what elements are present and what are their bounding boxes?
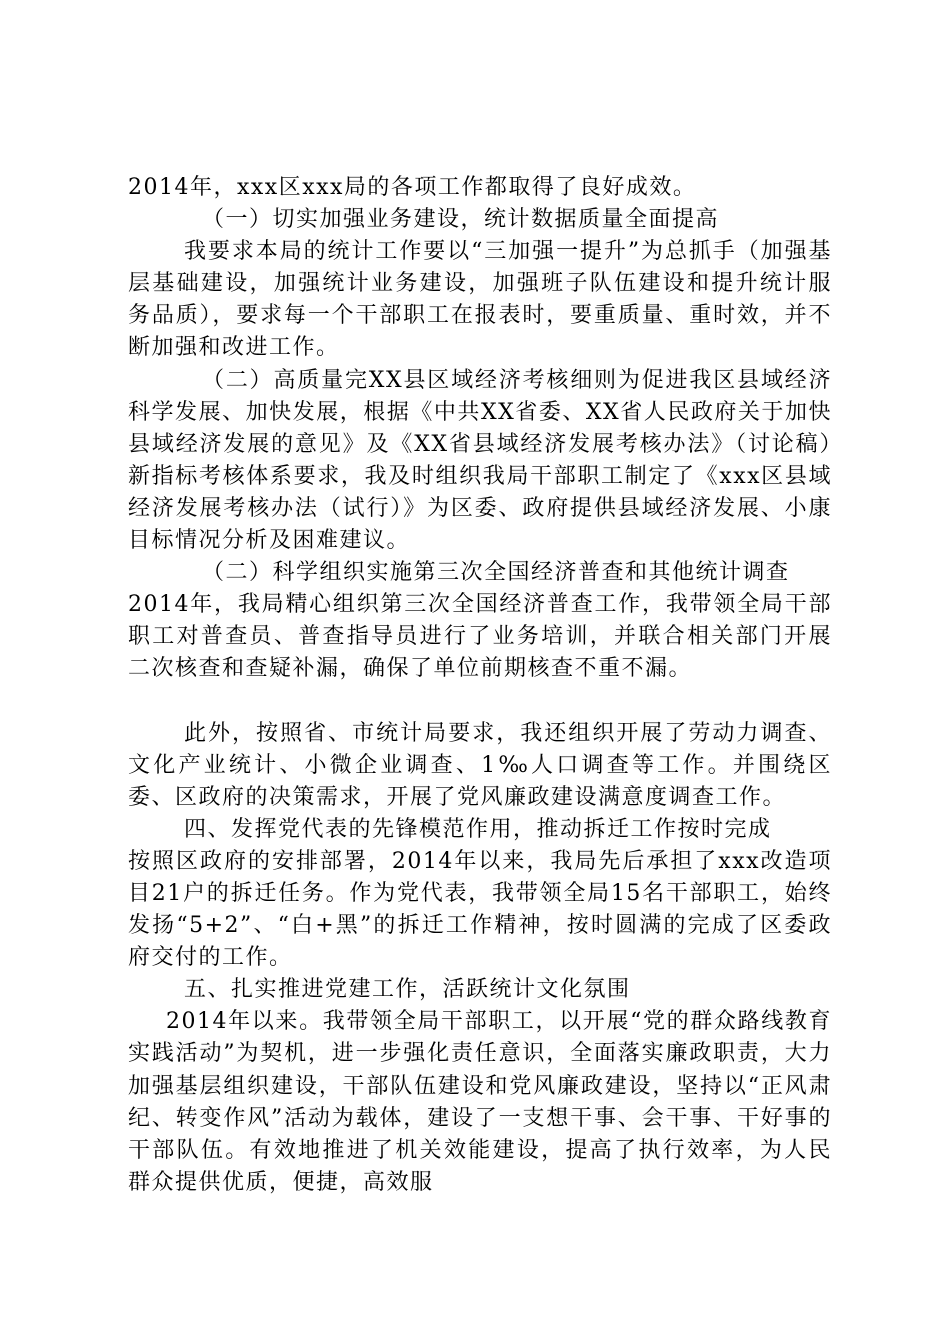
paragraph-county-economy: （二）高质量完XX县区域经济考核细则为促进我区县域经济科学发展、加快发展，根据《中共XX省委、XX省人民政府关于加快县域经济发展的意见》及《XX省县域经济发展考核办法》（讨论稿）新指标考核体系要求，我及时组织我局干部职工制定了《xxx区县域经济发展考核办法（试行）》为区委、政府提供县域经济发展、小康目标情况分析及困难建议。	[128, 367, 832, 554]
heading-economic-census: （二）科学组织实施第三次全国经济普查和其他统计调查	[202, 560, 790, 586]
paragraph-demolition-task: 按照区政府的安排部署，2014年以来，我局先后承担了xxx改造项目21户的拆迁任务。作为党代表，我带领全局15名干部职工，始终发扬“5+2”、“白+黑”的拆迁工作精神，按时圆满的完成了区委政府交付的工作。	[128, 848, 832, 971]
document-body	[128, 172, 832, 1199]
heading-party-representative: 四、发挥党代表的先锋模范作用，推动拆迁工作按时完成	[184, 816, 772, 842]
paragraph-census-work: 2014年，我局精心组织第三次全国经济普查工作，我带领全局干部职工对普查员、普查指导员进行了业务培训，并联合相关部门开展二次核查和查疑补漏，确保了单位前期核查不重不漏。	[128, 592, 832, 682]
paragraph-party-building: 2014年以来。我带领全局干部职工，以开展“党的群众路线教育实践活动”为契机，进一步强化责任意识，全面落实廉政职责，大力加强基层组织建设，干部队伍建设和党风廉政建设，坚持以“正风肃纪、转变作风”活动为载体，建设了一支想干事、会干事、干好事的干部队伍。有效地推进了机关效能建设，提高了执行效率，为人民群众提供优质，便捷，高效服	[128, 1009, 832, 1195]
heading-party-building: 五、扎实推进党建工作，活跃统计文化氛围	[184, 977, 631, 1003]
heading-business-construction: （一）切实加强业务建设，统计数据质量全面提高	[202, 207, 720, 233]
paragraph-other-surveys: 此外，按照省、市统计局要求，我还组织开展了劳动力调查、文化产业统计、小微企业调查、1‰人口调查等工作。并围绕区委、区政府的决策需求，开展了党风廉政建设满意度调查工作。	[128, 720, 832, 810]
paragraph-three-strengthen: 我要求本局的统计工作要以“三加强一提升”为总抓手（加强基层基础建设，加强统计业务建设，加强班子队伍建设和提升统计服务品质），要求每一个干部职工在报表时，要重质量、重时效，并不断加强和改进工作。	[128, 239, 832, 361]
paragraph-summary: 2014年，xxx区xxx局的各项工作都取得了良好成效。	[128, 175, 697, 200]
